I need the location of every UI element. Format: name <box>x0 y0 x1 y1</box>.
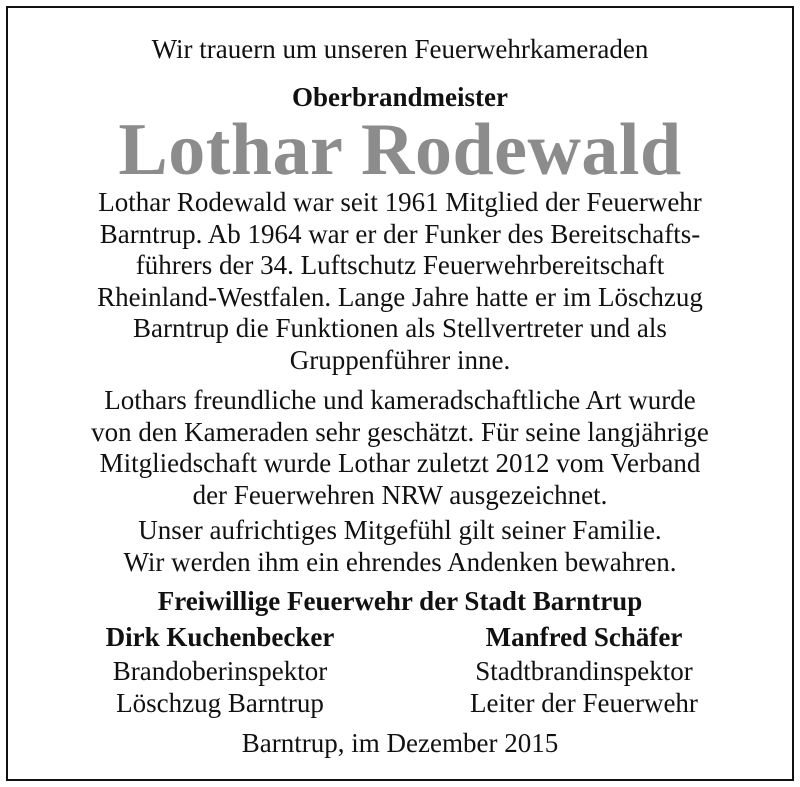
paragraph-line: von den Kameraden sehr geschätzt. Für seine langjährige <box>91 416 709 447</box>
signer-name: Dirk Kuchenbecker <box>105 622 335 652</box>
paragraph-line: der Feuerwehren NRW ausgezeichnet. <box>192 479 608 510</box>
place-date-line: Barntrup, im Dezember 2015 <box>241 728 559 758</box>
paragraph-line: Gruppenführer inne. <box>289 344 511 375</box>
paragraph-line: Barntrup. Ab 1964 war er der Funker des Bereitschafts- <box>99 218 701 249</box>
paragraph-line: Lothars freundliche und kameradschaftliche Art wurde <box>104 385 696 415</box>
signer-title: Brandoberinspektor <box>112 656 328 686</box>
organization-name: Freiwillige Feuerwehr der Stadt Barntrup <box>157 586 643 616</box>
deceased-name: Lothar Rodewald <box>118 109 682 191</box>
paragraph-line: führers der 34. Luftschutz Feuerwehrbereitschaft <box>135 250 665 280</box>
signer-unit: Leiter der Feuerwehr <box>470 688 698 718</box>
paragraph-line: Barntrup die Funktionen als Stellvertreter und als <box>133 313 667 343</box>
paragraph-line: Rheinland-Westfalen. Lange Jahre hatte er im Löschzug <box>97 281 703 312</box>
signer-title: Stadtbrandinspektor <box>475 656 693 686</box>
condolence-paragraph <box>0 515 800 578</box>
tribute-paragraph <box>0 385 800 511</box>
intro-line: Wir trauern um unseren Feuerwehrkameraden <box>151 34 649 64</box>
rank-title: Oberbrandmeister <box>292 82 508 112</box>
paragraph-line: Lothar Rodewald war seit 1961 Mitglied der Feuerwehr <box>98 187 702 217</box>
signer-unit: Löschzug Barntrup <box>116 688 324 718</box>
paragraph-line: Mitgliedschaft wurde Lothar zuletzt 2012 vom Verband <box>99 448 701 478</box>
paragraph-line: Wir werden ihm ein ehrendes Andenken bewahren. <box>123 546 677 577</box>
signer-name: Manfred Schäfer <box>485 622 683 652</box>
paragraph-line: Unser aufrichtiges Mitgefühl gilt seiner Familie. <box>138 515 662 545</box>
biography-paragraph <box>0 187 800 376</box>
